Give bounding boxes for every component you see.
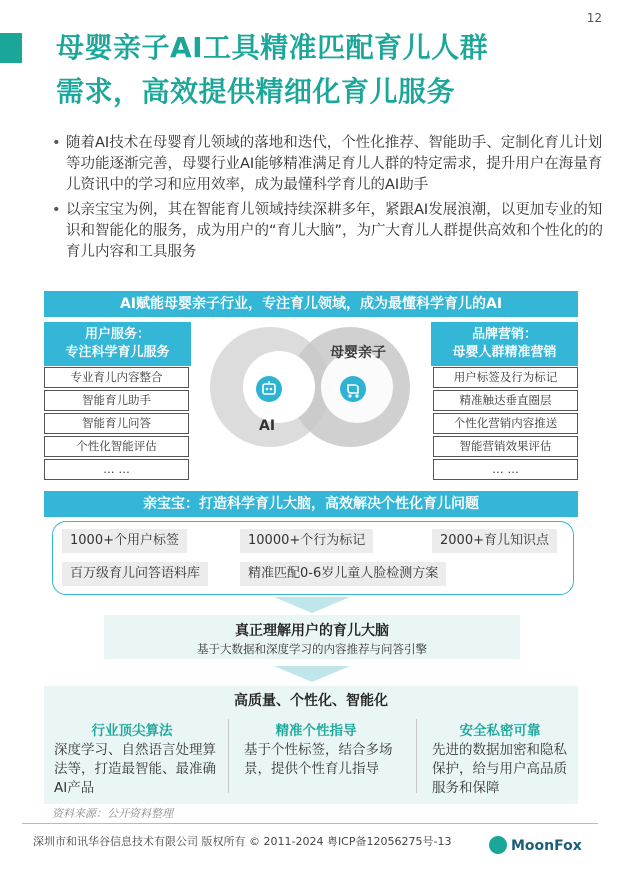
footer-copyright: 深圳市和讯华谷信息技术有限公司 版权所有 © 2011-2024 粤ICP备12056275号-13	[33, 835, 452, 848]
bullet-item: • 以亲宝宝为例，其在智能育儿领域持续深耕多年，紧跟AI发展浪潮，以更加专业的知识和智能化的服务，成为用户的“育儿大脑”，为广大育儿人群提供高效和个性化的的育儿内容和工具服务	[52, 200, 614, 263]
user-service-item: 智能育儿助手	[44, 390, 189, 411]
venn-ai-label: AI	[259, 418, 276, 434]
page-title-line2: 需求，高效提供精细化育儿服务	[56, 75, 456, 108]
footer-divider	[22, 823, 598, 824]
user-service-item: 智能育儿问答	[44, 413, 189, 434]
moonfox-logo-icon	[489, 836, 507, 854]
brand-marketing-header	[431, 322, 578, 366]
down-arrow-icon	[274, 597, 350, 613]
bullet-item: • 随着AI技术在母婴育儿领域的落地和迭代，个性化推荐、智能助手、定制化育儿计划等功能逐渐完善，母婴行业AI能够精准满足育儿人群的特定需求，提升用户在海量育儿资讯中的学习和应用效率，成为最懂科学育儿的AI助手	[52, 133, 614, 196]
user-service-header-line1: 用户服务：	[84, 327, 150, 342]
column-body-security: 先进的数据加密和隐私保护，给与用户高品质服务和保障	[432, 742, 567, 796]
robot-icon	[256, 376, 282, 402]
tag-user-labels: 1000+个用户标签	[62, 529, 187, 553]
stroller-icon	[340, 376, 366, 402]
ai-banner: AI赋能母婴亲子行业，专注育儿领域，成为最懂科学育儿的AI	[44, 291, 578, 317]
quality-title: 高质量、个性化、智能化	[234, 693, 388, 709]
moonfox-logo: MoonFox	[511, 838, 582, 854]
brain-box	[104, 615, 520, 659]
brain-title: 真正理解用户的育儿大脑	[235, 623, 389, 639]
qinbaobao-banner: 亲宝宝：打造科学育儿大脑，高效解决个性化育儿问题	[44, 491, 578, 517]
brain-subtitle: 基于大数据和深度学习的内容推荐与问答引擎	[197, 642, 427, 656]
brand-marketing-item: 精准触达垂直圈层	[433, 390, 578, 411]
tag-behavior-marks: 10000+个行为标记	[240, 529, 373, 553]
tag-face-detection: 精准匹配0-6岁儿童人脸检测方案	[240, 562, 446, 586]
user-service-item: 个性化智能评估	[44, 436, 189, 457]
title-accent-bar	[0, 33, 22, 63]
brand-marketing-item: 用户标签及行为标记	[433, 367, 578, 388]
user-service-header	[44, 322, 191, 366]
brand-marketing-item: 智能营销效果评估	[433, 436, 578, 457]
column-body-guidance: 基于个性标签，结合多场景，提供个性育儿指导	[244, 742, 393, 777]
brand-marketing-header-line2: 母婴人群精准营销	[452, 345, 557, 360]
venn-parenting-label: 母婴亲子	[330, 345, 386, 361]
column-divider	[416, 719, 417, 793]
tag-qa-corpus: 百万级育儿问答语料库	[62, 562, 208, 586]
tag-knowledge-points: 2000+育儿知识点	[432, 529, 557, 553]
brand-marketing-item: 个性化营销内容推送	[433, 413, 578, 434]
user-service-header-line2: 专注科学育儿服务	[65, 345, 170, 360]
page-number: 12	[586, 11, 602, 25]
column-divider	[228, 719, 229, 793]
page-title	[56, 26, 488, 114]
source-note: 资料来源：公开资料整理	[52, 807, 173, 820]
bullet-list	[52, 133, 614, 267]
down-arrow-icon	[274, 666, 350, 682]
brand-marketing-header-line1: 品牌营销：	[471, 327, 537, 342]
column-body-algorithm: 深度学习、自然语言处理算法等，打造最智能、最准确AI产品	[54, 742, 216, 796]
column-head-guidance: 精准个性指导	[275, 723, 357, 739]
brand-marketing-item: … …	[433, 459, 578, 480]
column-head-algorithm: 行业顶尖算法	[91, 723, 173, 739]
page-title-line1: 母婴亲子AI工具精准匹配育儿人群	[56, 31, 489, 64]
column-head-security: 安全私密可靠	[459, 723, 541, 739]
user-service-item: … …	[44, 459, 189, 480]
user-service-item: 专业育儿内容整合	[44, 367, 189, 388]
